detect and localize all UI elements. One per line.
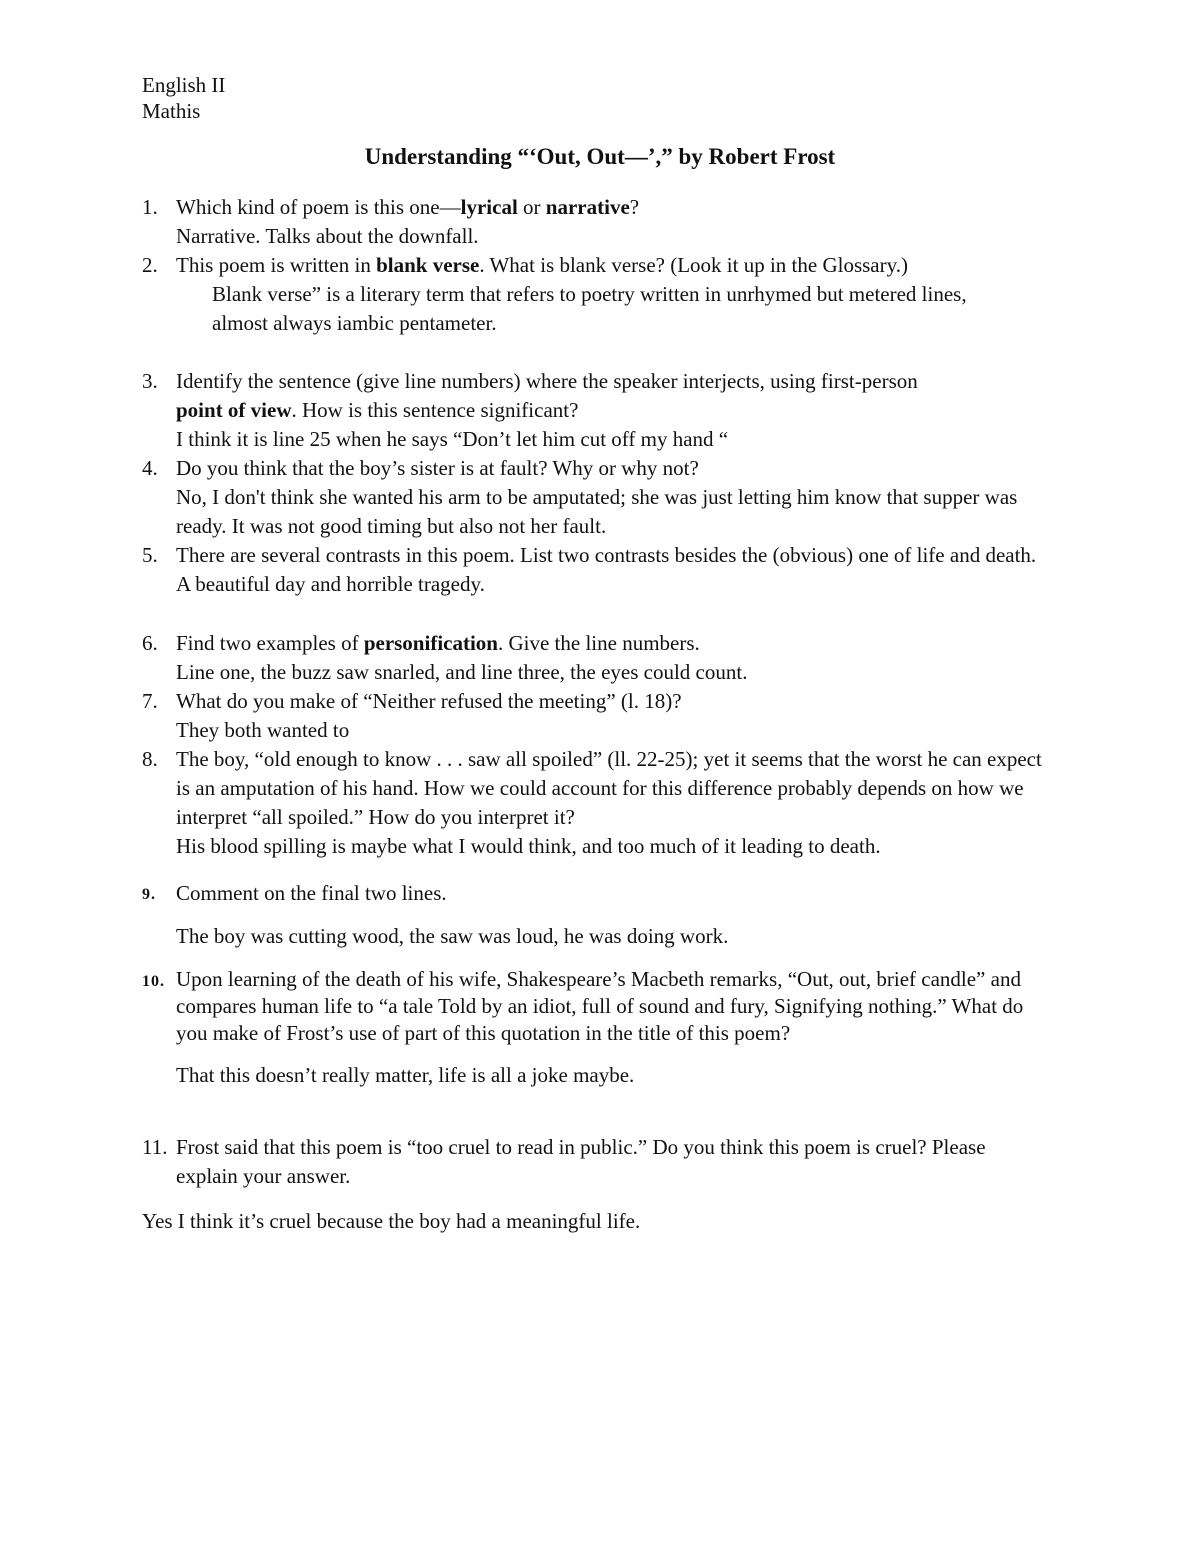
question-2	[142, 251, 1102, 338]
question-text: Find two examples of personification. Give the line numbers.	[176, 631, 700, 655]
question-text: The boy, “old enough to know . . . saw all spoiled” (ll. 22-25); yet it seems that the worst he can expect is an amputation of his hand. How we could account for this difference probably depends on how we interpret “all spoiled.” How do you interpret it?	[176, 747, 1042, 829]
answer-text: I think it is line 25 when he says “Don’t let him cut off my hand “	[176, 427, 729, 451]
question-text: There are several contrasts in this poem. List two contrasts besides the (obvious) one of life and death.	[176, 543, 1037, 567]
question-8	[142, 745, 1062, 861]
question-5	[142, 541, 1062, 599]
question-number: 4.	[142, 456, 158, 480]
question-text: Which kind of poem is this one—lyrical or narrative?	[176, 195, 640, 219]
question-6	[142, 629, 1062, 687]
answer-text: A beautiful day and horrible tragedy.	[176, 572, 485, 596]
question-number: 3.	[142, 369, 158, 393]
question-text: What do you make of “Neither refused the meeting” (l. 18)?	[176, 689, 682, 713]
question-number: 7.	[142, 689, 158, 713]
document-title: Understanding “‘Out, Out—’,” by Robert Frost	[364, 144, 836, 169]
question-text: Identify the sentence (give line numbers) where the speaker interjects, using first-person point of view. How is this sentence significant?	[176, 369, 918, 422]
answer-text: That this doesn’t really matter, life is all a joke maybe.	[176, 1063, 635, 1087]
question-number: 2.	[142, 253, 158, 277]
closing-answer: Yes I think it’s cruel because the boy had a meaningful life.	[142, 1209, 641, 1233]
document-header	[142, 72, 225, 124]
question-9	[142, 879, 1062, 951]
question-number: 8.	[142, 747, 158, 771]
question-number: 9.	[142, 886, 156, 903]
question-number: 1.	[142, 195, 158, 219]
question-1	[142, 193, 1062, 251]
question-number: 10.	[142, 973, 165, 990]
question-7	[142, 687, 1062, 745]
question-text: Frost said that this poem is “too cruel to read in public.” Do you think this poem is cruel? Please explain your answer.	[176, 1135, 986, 1188]
question-11	[142, 1133, 1062, 1191]
question-text: This poem is written in blank verse. What is blank verse? (Look it up in the Glossary.)	[176, 253, 908, 277]
question-text: Comment on the final two lines.	[176, 881, 447, 905]
answer-text-line-1: Blank verse” is a literary term that refers to poetry written in unrhymed but metered lines,	[212, 282, 967, 306]
answer-text: The boy was cutting wood, the saw was loud, he was doing work.	[176, 924, 729, 948]
answer-text: Narrative. Talks about the downfall.	[176, 224, 479, 248]
course-name: English II	[142, 73, 226, 97]
question-number: 11.	[142, 1135, 168, 1159]
answer-text: Line one, the buzz saw snarled, and line three, the eyes could count.	[176, 660, 748, 684]
question-10	[142, 966, 1062, 1090]
answer-text: No, I don't think she wanted his arm to be amputated; she was just letting him know that supper was ready. It was not good timing but also not her fault.	[176, 485, 1018, 538]
question-3	[142, 367, 1062, 454]
question-text: Upon learning of the death of his wife, Shakespeare’s Macbeth remarks, “Out, out, brief candle” and compares human life to “a tale Told by an idiot, full of sound and fury, Signifying nothing.” What do you make of Frost’s use of part of this quotation in the title of this poem?	[176, 967, 1024, 1045]
question-4	[142, 454, 1062, 541]
question-text: Do you think that the boy’s sister is at fault? Why or why not?	[176, 456, 699, 480]
answer-text-line-2: almost always iambic pentameter.	[212, 311, 497, 335]
question-number: 5.	[142, 543, 158, 567]
teacher-name: Mathis	[142, 99, 201, 123]
answer-text: They both wanted to	[176, 718, 350, 742]
answer-text: His blood spilling is maybe what I would think, and too much of it leading to death.	[176, 834, 881, 858]
question-number: 6.	[142, 631, 158, 655]
